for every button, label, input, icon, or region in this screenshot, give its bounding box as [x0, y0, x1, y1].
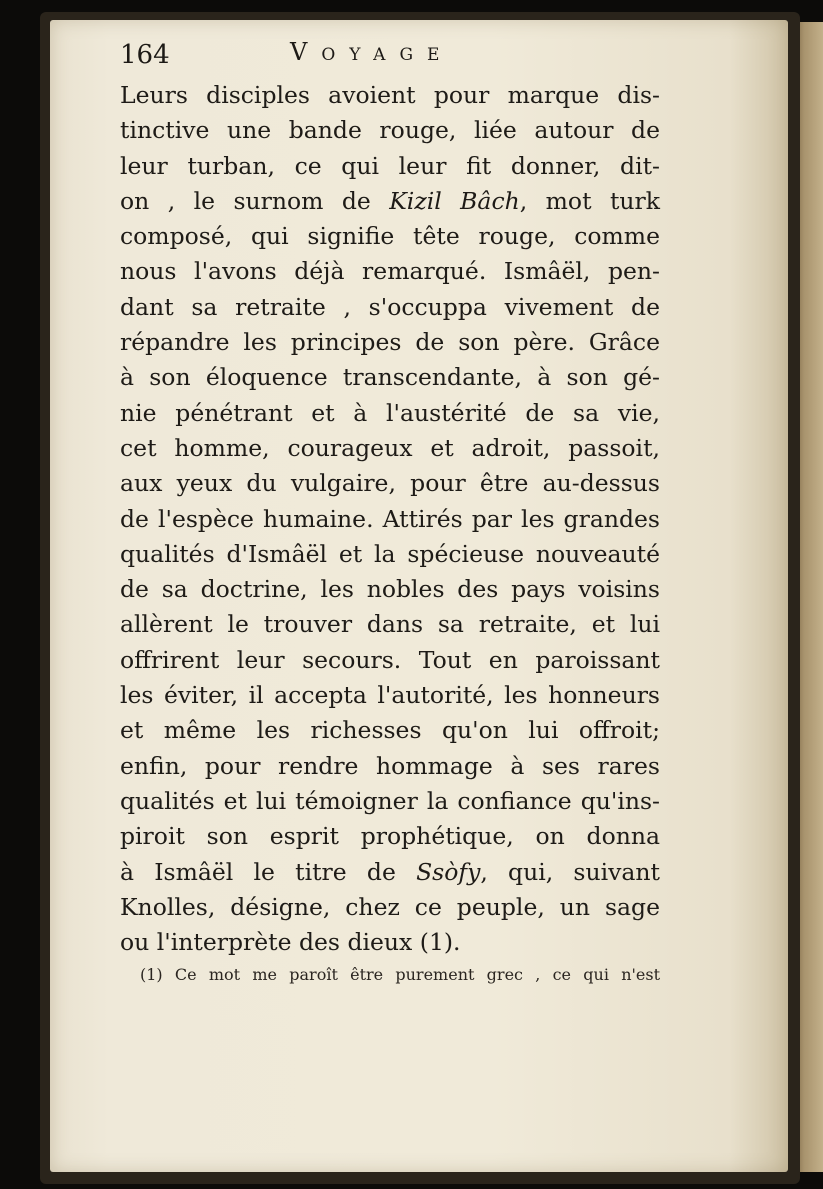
text-line: à son éloquence transcendante, à son gé- [120, 363, 660, 392]
text-line [120, 855, 660, 890]
text-line: Leurs disciples avoient pour marque dis- [120, 81, 660, 109]
text-line: offrirent leur secours. Tout en paroissant [120, 645, 660, 674]
text-segment: on , le surnom de [120, 186, 390, 215]
text-line: composé, qui signifie tête rouge, comme [120, 222, 660, 251]
text-line: leur turban, ce qui leur fit donner, dit- [120, 151, 660, 180]
text-line: tinctive une bande rouge, liée autour de [120, 116, 660, 145]
body-text [120, 78, 660, 960]
text-segment: , mot turk [519, 186, 660, 215]
text-line: aux yeux du vulgaire, pour être au-dessus [120, 469, 660, 498]
text-line: nous l'avons déjà remarqué. Ismâël, pen- [120, 257, 660, 286]
italic-term-kizil-bach: Kizil Bâch [389, 186, 520, 215]
text-line: répandre les principes de son père. Grâce [120, 328, 660, 357]
text-line: et même les richesses qu'on lui offroit; [120, 716, 660, 745]
text-line: dant sa retraite , s'occuppa vivement de [120, 292, 660, 321]
text-line: piroit son esprit prophétique, on donna [120, 822, 660, 851]
text-line: les éviter, il accepta l'autorité, les honneurs [120, 681, 660, 710]
page-header [120, 36, 680, 76]
text-line: qualités et lui témoigner la confiance qu'ins- [120, 786, 660, 815]
text-segment: , qui, suivant [480, 857, 661, 886]
text-line: qualités d'Ismâël et la spécieuse nouveauté [120, 539, 660, 568]
text-line: Knolles, désigne, chez ce peuple, un sage [120, 892, 660, 921]
text-line: allèrent le trouver dans sa retraite, et lui [120, 610, 660, 639]
text-segment: à Ismâël le titre de [120, 857, 417, 886]
running-title: Voyage [290, 38, 454, 66]
text-line: de sa doctrine, les nobles des pays voisins [120, 575, 660, 604]
text-line: ou l'interprète des dieux (1). [120, 928, 461, 957]
italic-term-ssofy: Ssòfy [416, 857, 481, 886]
text-line: nie pénétrant et à l'austérité de sa vie, [120, 398, 660, 427]
text-line [120, 184, 660, 219]
page-number: 164 [120, 40, 170, 70]
text-line: enfin, pour rendre hommage à ses rares [120, 751, 660, 780]
text-line: de l'espèce humaine. Attirés par les grandes [120, 504, 660, 533]
text-line: cet homme, courageux et adroit, passoit, [120, 433, 660, 462]
footnote: (1) Ce mot me paroît être purement grec , ce qui n'est [140, 965, 660, 984]
